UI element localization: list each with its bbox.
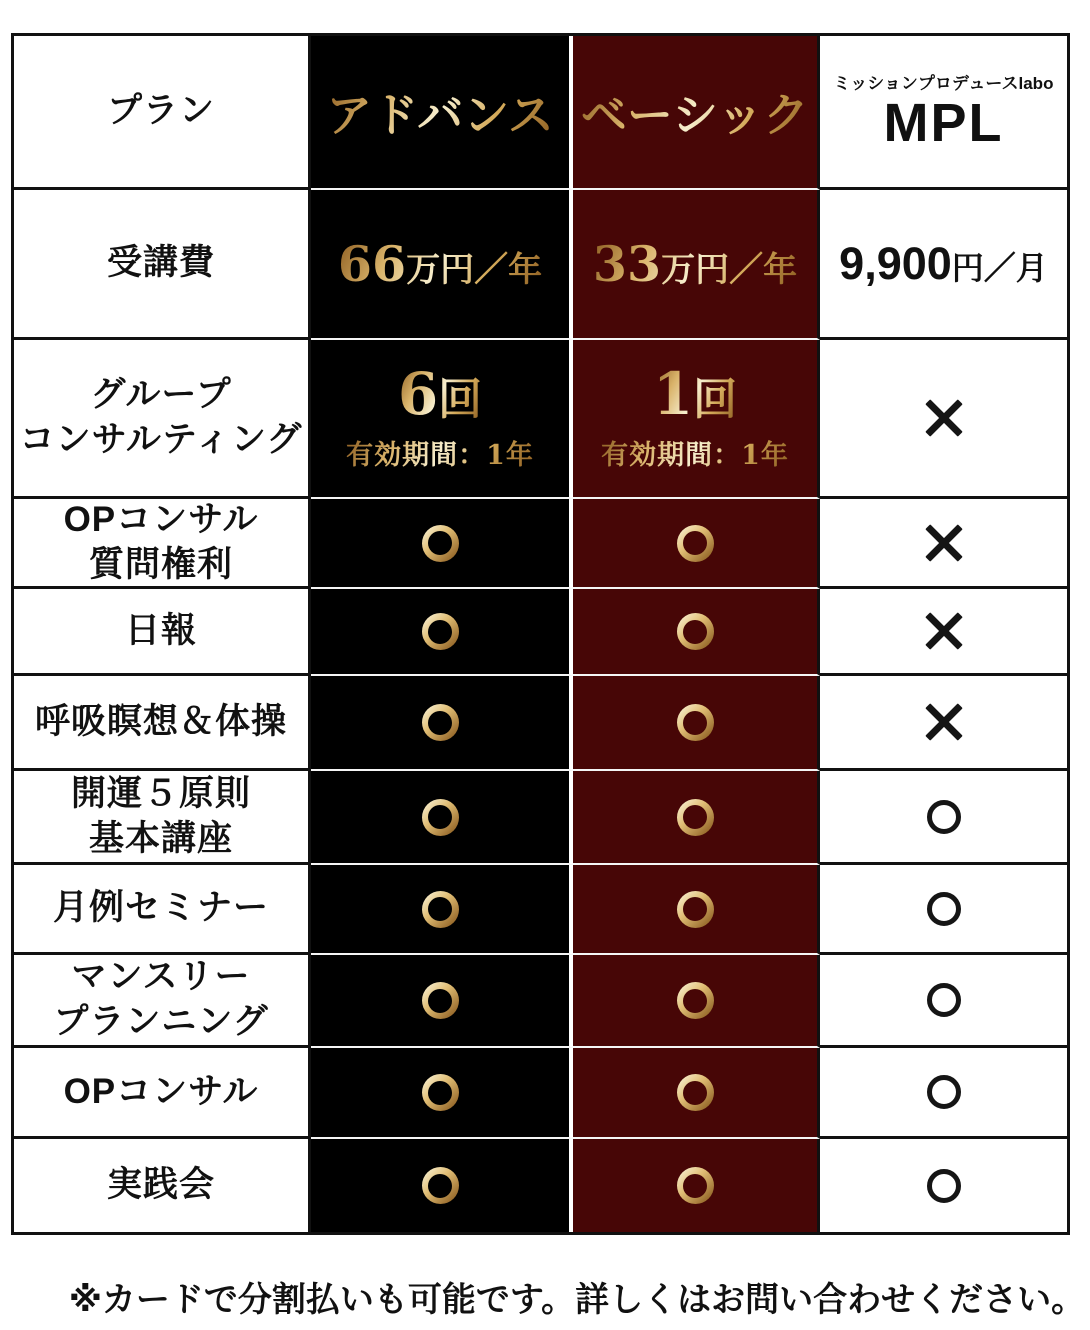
pricing-table bbox=[11, 33, 1070, 1235]
circle-mark-icon bbox=[677, 1074, 714, 1111]
feature-cell-mpl bbox=[820, 865, 1067, 955]
feature-cell-advance bbox=[311, 676, 573, 771]
mpl-plan-title: MPL bbox=[883, 93, 1004, 154]
cross-mark-icon bbox=[926, 704, 962, 740]
feature-row-label-cell bbox=[14, 955, 311, 1048]
feature-cell-mpl bbox=[820, 1048, 1067, 1139]
consulting-cell-basic bbox=[573, 340, 820, 499]
circle-mark-icon bbox=[422, 704, 459, 741]
price-cell-basic bbox=[573, 190, 820, 340]
feature-cell-advance bbox=[311, 1139, 573, 1232]
feature-label: 開運５原則 基本講座 bbox=[70, 773, 251, 858]
feature-label: 実践会 bbox=[106, 1165, 215, 1205]
circle-mark-icon bbox=[927, 800, 961, 834]
feature-label: マンスリー プランニング bbox=[53, 957, 269, 1041]
feature-cell-basic bbox=[573, 1139, 820, 1232]
feature-label: OPコンサル 質問権利 bbox=[63, 499, 259, 584]
feature-cell-basic bbox=[573, 865, 820, 955]
plan-header-label: プラン bbox=[106, 91, 215, 131]
basic-validity: 有効期間：1年 bbox=[601, 433, 789, 472]
consulting-cell-mpl bbox=[820, 340, 1067, 499]
feature-cell-mpl bbox=[820, 589, 1067, 676]
circle-mark-icon bbox=[927, 892, 961, 926]
feature-cell-basic bbox=[573, 676, 820, 771]
circle-mark-icon bbox=[677, 613, 714, 650]
circle-mark-icon bbox=[422, 982, 459, 1019]
price-row-label: 受講費 bbox=[106, 243, 215, 283]
circle-mark-icon bbox=[422, 799, 459, 836]
circle-mark-icon bbox=[422, 525, 459, 562]
feature-cell-advance bbox=[311, 589, 573, 676]
feature-cell-mpl bbox=[820, 1139, 1067, 1232]
feature-row-label-cell bbox=[14, 1139, 311, 1232]
feature-cell-advance bbox=[311, 955, 573, 1048]
advance-plan-title: アドバンス bbox=[326, 79, 554, 145]
consulting-row-label: グループ コンサルティング bbox=[19, 375, 303, 459]
circle-mark-icon bbox=[677, 982, 714, 1019]
advance-session-count: 6回 bbox=[397, 360, 483, 428]
mpl-price: 9,900円／月 bbox=[839, 237, 1048, 289]
feature-cell-basic bbox=[573, 955, 820, 1048]
cross-mark-icon bbox=[926, 525, 962, 561]
feature-cell-mpl bbox=[820, 771, 1067, 865]
circle-mark-icon bbox=[677, 799, 714, 836]
circle-mark-icon bbox=[422, 1167, 459, 1204]
consulting-cell-advance bbox=[311, 340, 573, 499]
circle-mark-icon bbox=[422, 1074, 459, 1111]
price-cell-advance bbox=[311, 190, 573, 340]
advance-validity: 有効期間：1年 bbox=[346, 433, 534, 472]
feature-cell-mpl bbox=[820, 955, 1067, 1048]
feature-cell-mpl bbox=[820, 676, 1067, 771]
payment-note: ※カードで分割払いも可能です。詳しくはお問い合わせください。 bbox=[68, 1281, 1086, 1319]
circle-mark-icon bbox=[677, 525, 714, 562]
cross-mark-icon bbox=[926, 613, 962, 649]
feature-label: 呼吸瞑想＆体操 bbox=[34, 701, 287, 741]
feature-row-label-cell bbox=[14, 589, 311, 676]
circle-mark-icon bbox=[927, 983, 961, 1017]
consulting-row-label-cell bbox=[14, 340, 311, 499]
feature-label: OPコンサル bbox=[63, 1071, 259, 1111]
feature-cell-advance bbox=[311, 1048, 573, 1139]
header-cell-mpl bbox=[820, 36, 1067, 190]
header-cell-basic bbox=[573, 36, 820, 190]
feature-cell-basic bbox=[573, 499, 820, 589]
basic-plan-title: ベーシック bbox=[581, 79, 809, 145]
feature-row-label-cell bbox=[14, 771, 311, 865]
circle-mark-icon bbox=[677, 891, 714, 928]
feature-row-label-cell bbox=[14, 676, 311, 771]
advance-price: 66万円／年 bbox=[337, 235, 543, 293]
feature-cell-mpl bbox=[820, 499, 1067, 589]
feature-label: 日報 bbox=[124, 610, 197, 650]
basic-price: 33万円／年 bbox=[592, 235, 798, 293]
feature-row-label-cell bbox=[14, 499, 311, 589]
cross-mark-icon bbox=[926, 400, 962, 436]
feature-cell-advance bbox=[311, 499, 573, 589]
feature-cell-basic bbox=[573, 1048, 820, 1139]
feature-cell-basic bbox=[573, 589, 820, 676]
header-cell-plan bbox=[14, 36, 311, 190]
circle-mark-icon bbox=[927, 1075, 961, 1109]
price-row-label-cell bbox=[14, 190, 311, 340]
circle-mark-icon bbox=[422, 891, 459, 928]
circle-mark-icon bbox=[422, 613, 459, 650]
circle-mark-icon bbox=[677, 704, 714, 741]
circle-mark-icon bbox=[927, 1169, 961, 1203]
feature-row-label-cell bbox=[14, 1048, 311, 1139]
price-cell-mpl bbox=[820, 190, 1067, 340]
circle-mark-icon bbox=[677, 1167, 714, 1204]
basic-session-count: 1回 bbox=[652, 360, 738, 428]
header-cell-advance bbox=[311, 36, 573, 190]
mpl-subtitle: ミッションプロデュースlabo bbox=[833, 74, 1054, 94]
feature-cell-advance bbox=[311, 865, 573, 955]
feature-cell-basic bbox=[573, 771, 820, 865]
feature-cell-advance bbox=[311, 771, 573, 865]
feature-row-label-cell bbox=[14, 865, 311, 955]
feature-label: 月例セミナー bbox=[52, 888, 269, 928]
